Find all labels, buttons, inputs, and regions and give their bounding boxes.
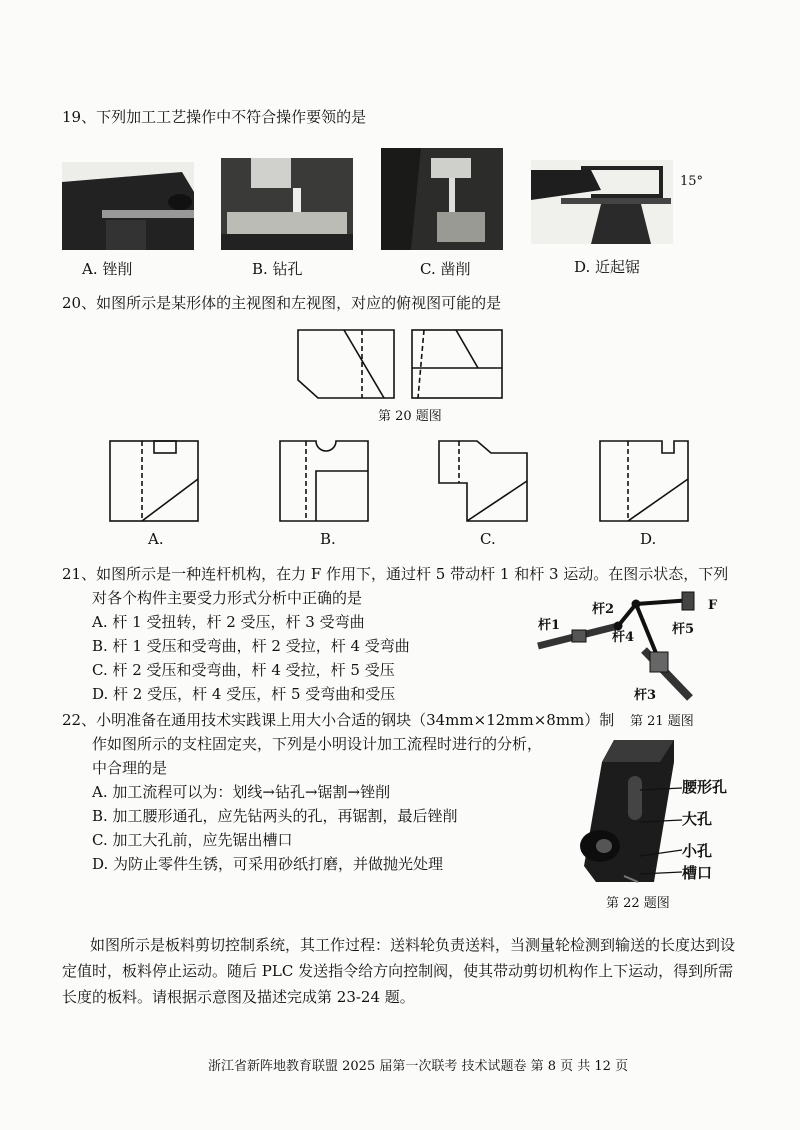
q22-stem-line3: 中合理的是	[92, 759, 168, 777]
q19-option-d: D. 近起锯	[574, 258, 641, 276]
page-footer: 浙江省新阵地教育联盟 2025 届第一次联考 技术试题卷 第 8 页 共 12 页	[208, 1059, 629, 1074]
q22-label-slot: 槽口	[682, 864, 713, 882]
q20-option-d-figure	[598, 439, 690, 523]
q21-option-c: C. 杆 2 受压和受弯曲，杆 4 受拉，杆 5 受压	[92, 661, 395, 679]
q19-photo-d-start-sawing	[531, 160, 673, 244]
q21-label-rod5: 杆5	[672, 622, 695, 637]
q19-stem: 19、下列加工工艺操作中不符合操作要领的是	[62, 108, 367, 126]
q21-option-a: A. 杆 1 受扭转，杆 2 受压，杆 3 受弯曲	[92, 613, 365, 631]
q21-label-rod2: 杆2	[592, 602, 615, 617]
q20-option-a: A.	[148, 530, 164, 548]
q19-photo-b-drilling	[221, 158, 353, 250]
q20-option-c-figure	[437, 439, 529, 523]
q20-main-left-views	[296, 326, 506, 402]
q19-option-c: C. 凿削	[420, 260, 471, 278]
q22-label-big-hole: 大孔	[682, 810, 713, 828]
q19-photo-c-chiseling	[381, 148, 503, 250]
q20-option-d: D.	[640, 530, 657, 548]
q20-caption: 第 20 题图	[378, 409, 442, 424]
q22-label-waist-hole: 腰形孔	[682, 778, 728, 796]
q19-option-a: A. 锉削	[82, 260, 133, 278]
q21-label-force: F	[708, 598, 718, 613]
q21-label-rod4: 杆4	[612, 630, 635, 645]
q21-option-d: D. 杆 2 受压，杆 4 受压，杆 5 受弯曲和受压	[92, 685, 396, 703]
q21-label-rod1: 杆1	[538, 618, 561, 633]
q22-option-c: C. 加工大孔前，应先锯出槽口	[92, 831, 293, 849]
q21-label-rod3: 杆3	[634, 688, 657, 703]
q22-stem-line1: 22、小明准备在通用技术实践课上用大小合适的钢块（34mm×12mm×8mm）制	[62, 711, 615, 729]
q22-label-small-hole: 小孔	[682, 842, 713, 860]
q22-leader-lines	[640, 780, 684, 880]
q19-angle-label: 15°	[680, 174, 704, 189]
q23-24-passage: 如图所示是板料剪切控制系统，其工作过程：送料轮负责送料，当测量轮检测到输送的长度达到设定值时，板料停止运动。随后 PLC 发送指令给方向控制阀，使其带动剪切机构作上下运动，得到所需长度的板料。请根据示意图及描述完成第 23-24 题。	[62, 936, 736, 1006]
q19-photo-a-filing	[62, 162, 194, 250]
q21-option-b: B. 杆 1 受压和受弯曲，杆 2 受拉，杆 4 受弯曲	[92, 637, 410, 655]
q20-option-b: B.	[320, 530, 336, 548]
q22-caption: 第 22 题图	[606, 896, 670, 911]
q22-option-b: B. 加工腰形通孔，应先钻两头的孔，再锯割，最后锉削	[92, 807, 458, 825]
q20-option-c: C.	[480, 530, 496, 548]
q20-option-a-figure	[108, 439, 200, 523]
q20-stem: 20、如图所示是某形体的主视图和左视图，对应的俯视图可能的是	[62, 294, 502, 312]
q19-option-b: B. 钻孔	[252, 260, 303, 278]
q22-option-a: A. 加工流程可以为：划线→钻孔→锯割→锉削	[92, 783, 391, 801]
q21-stem-line1: 21、如图所示是一种连杆机构，在力 F 作用下，通过杆 5 带动杆 1 和杆 3 运动。在图示状态，下列	[62, 565, 729, 583]
q22-stem-line2: 作如图所示的支柱固定夹，下列是小明设计加工流程时进行的分析，	[92, 735, 543, 753]
q21-stem-line2: 对各个构件主要受力形式分析中正确的是	[92, 589, 363, 607]
q21-caption: 第 21 题图	[630, 714, 694, 729]
q22-option-d: D. 为防止零件生锈，可采用砂纸打磨，并做抛光处理	[92, 855, 444, 873]
q20-option-b-figure	[278, 439, 370, 523]
q21-linkage-figure	[532, 590, 732, 706]
